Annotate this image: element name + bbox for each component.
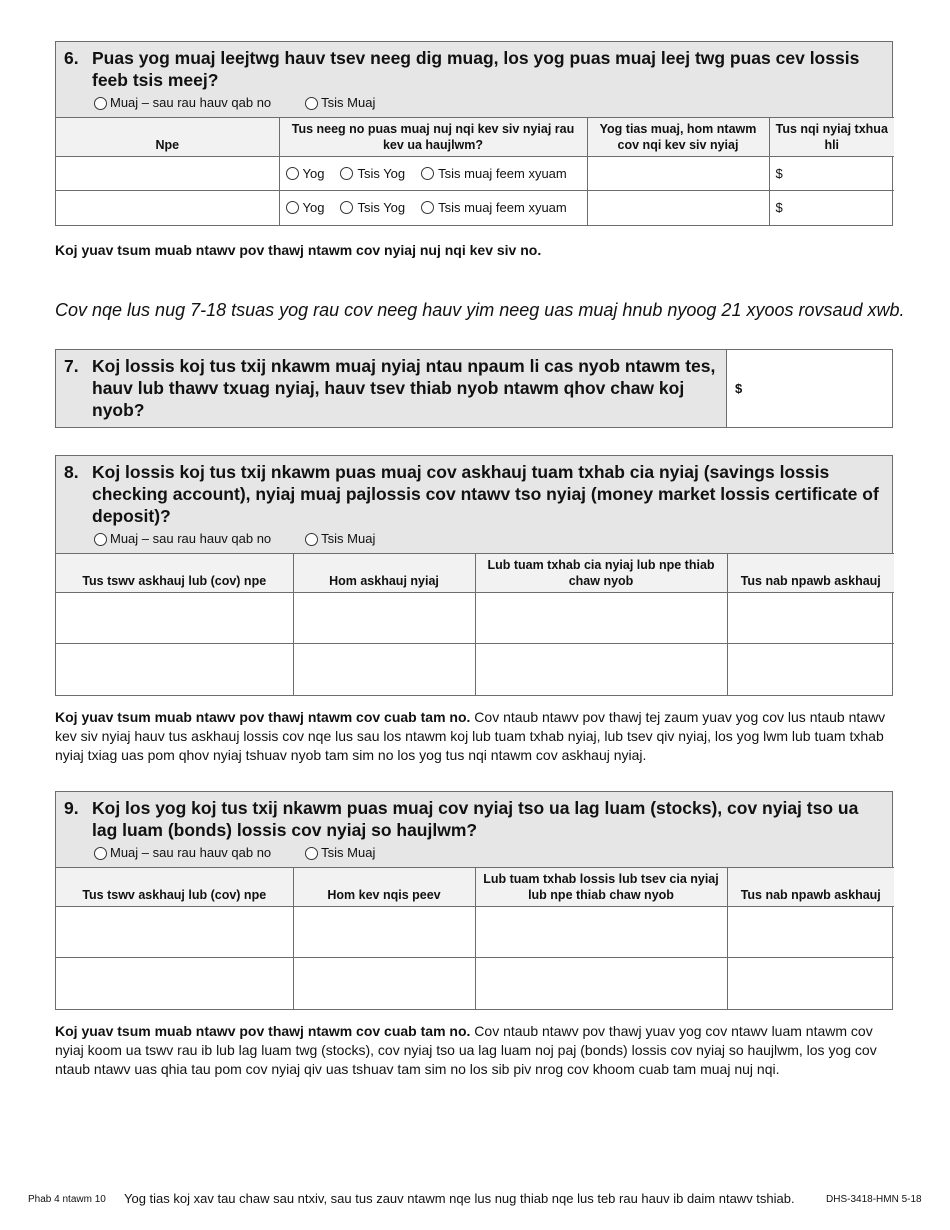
cash-amount-field[interactable]: $ [735,381,743,396]
question-title: Koj lossis koj tus txij nkawm puas muaj cov askhauj tuam txhab cia nyiaj (savings lossis checking account), nyiaj muaj pajlossis cov ntawv tso nyiaj (money market lossis certificate of deposit)? [92,462,879,526]
name-cell[interactable] [56,157,279,191]
bank-name-address-cell[interactable] [475,593,727,644]
question-7-header [56,350,727,427]
q8-note: Koj yuav tsum muab ntawv pov thawj ntawm cov cuab tam no. Cov ntaub ntawv pov thawj tej zaum yuav yog cov lus ntaub ntawv kev siv nyiaj hauv tus askhauj lossis cov nqe lus sau los ntawm koj lub tuam txhab nyiaj, lub tsev qiv nyiaj, los yog lwm lub tuam txhab nyiaj txiag uas pom qhov nyiaj tshuav nyob tam sim no los yog tus nqi ntawm cov askhauj nyiaj. [55,709,886,763]
option-yes[interactable]: Yog [286,200,325,215]
column-header: Tus nqi nyiaj txhua hli [769,118,894,157]
column-header: Tus nab npawb askhauj [727,868,894,907]
radio-circle-icon[interactable] [340,201,353,214]
option-no[interactable]: Tsis Yog [340,200,405,215]
radio-no[interactable]: Tsis Muaj [305,530,375,548]
table-row [56,191,894,225]
question-title: Koj los yog koj tus txij nkawm puas muaj cov nyiaj tso ua lag luam (stocks), cov nyiaj tso ua lag luam (bonds) lossis cov nyiaj so haujlwm? [92,798,859,840]
owner-name-cell[interactable] [56,593,293,644]
question-6-header [56,42,892,117]
investment-type-cell[interactable] [293,958,475,1009]
option-no[interactable]: Tsis Yog [340,166,405,181]
investment-table [56,867,894,1009]
column-header: Npe [56,118,279,157]
radio-circle-icon[interactable] [421,201,434,214]
owner-name-cell[interactable] [56,958,293,1009]
radio-yes[interactable]: Muaj – sau rau hauv qab no [94,94,271,112]
footer-instruction: Yog tias koj xav tau chaw sau ntxiv, sau tus zauv ntawm nqe lus nug thiab nqe lus teb rau hauv ib daim ntawv tshiab. [124,1191,795,1206]
amount-cell[interactable]: $ [769,191,894,225]
page-number: Phab 4 ntawm 10 [28,1194,106,1205]
option-yes[interactable]: Yog [286,166,325,181]
column-header: Hom kev nqis peev [293,868,475,907]
radio-circle-icon[interactable] [305,97,318,110]
question-title: Koj lossis koj tus txij nkawm muaj nyiaj ntau npaum li cas nyob ntawm tes, hauv lub thawv txuag nyiaj, hauv tsev thiab nyob ntawm qhov chaw koj nyob? [92,356,716,420]
question-8 [55,455,893,696]
question-8-header [56,456,892,553]
radio-circle-icon[interactable] [94,847,107,860]
radio-circle-icon[interactable] [421,167,434,180]
column-header: Lub tuam txhab cia nyiaj lub npe thiab chaw nyob [475,554,727,593]
radio-circle-icon[interactable] [94,533,107,546]
owner-name-cell[interactable] [56,644,293,695]
investment-type-cell[interactable] [293,907,475,958]
options-cell [279,191,587,225]
column-header: Yog tias muaj, hom ntawm cov nqi kev siv nyiaj [587,118,769,157]
column-header: Lub tuam txhab lossis lub tsev cia nyiaj lub npe thiab chaw nyob [475,868,727,907]
question-6 [55,41,893,226]
account-number-cell[interactable] [727,907,894,958]
bank-account-table [56,553,894,695]
question-number: 7. [64,356,79,376]
question-title: Puas yog muaj leejtwg hauv tsev neeg dig muag, los yog puas muaj leej twg puas cev lossis feeb tsis meej? [92,48,860,90]
expense-type-cell[interactable] [587,191,769,225]
question-number: 9. [64,798,79,818]
column-header: Tus tswv askhauj lub (cov) npe [56,554,293,593]
bank-name-address-cell[interactable] [475,644,727,695]
form-number: DHS-3418-HMN 5-18 [826,1194,922,1205]
question-9-header [56,792,892,867]
intro-line: Cov nqe lus nug 7-18 tsuas yog rau cov neeg hauv yim neeg uas muaj hnub nyoog 21 xyoos rovsaud xwb. [55,300,905,320]
q9-note: Koj yuav tsum muab ntawv pov thawj ntawm cov cuab tam no. Cov ntaub ntawv pov thawj yuav yog cov ntawv luam ntawm cov nyiaj koom ua tswv rau ib lub lag luam twg (stocks), cov nyiaj tso ua lag luam noj paj (bonds) lossis cov nyiaj so haujlwm, los yog cov ntaub ntawv uas qhia tau pom cov nyiaj qiv uas tshuav tam sim no los sib piv nrog cov khoom cuab tam muaj nuj nqi. [55,1023,877,1077]
table-row [56,644,894,695]
table-row [56,907,894,958]
company-name-address-cell[interactable] [475,958,727,1009]
question-7 [55,349,893,428]
amount-cell[interactable]: $ [769,157,894,191]
name-cell[interactable] [56,191,279,225]
company-name-address-cell[interactable] [475,907,727,958]
account-number-cell[interactable] [727,593,894,644]
expense-type-cell[interactable] [587,157,769,191]
radio-circle-icon[interactable] [305,847,318,860]
question-number: 8. [64,462,79,482]
column-header: Tus tswv askhauj lub (cov) npe [56,868,293,907]
radio-circle-icon[interactable] [340,167,353,180]
account-type-cell[interactable] [293,644,475,695]
table-row [56,593,894,644]
q6-note: Koj yuav tsum muab ntawv pov thawj ntawm cov nyiaj nuj nqi kev siv no. [55,242,542,258]
column-header: Tus nab npawb askhauj [727,554,894,593]
radio-yes[interactable]: Muaj – sau rau hauv qab no [94,530,271,548]
option-not-applicable[interactable]: Tsis muaj feem xyuam [421,166,567,181]
radio-no[interactable]: Tsis Muaj [305,94,375,112]
radio-yes[interactable]: Muaj – sau rau hauv qab no [94,844,271,862]
radio-circle-icon[interactable] [286,201,299,214]
account-number-cell[interactable] [727,958,894,1009]
column-header: Hom askhauj nyiaj [293,554,475,593]
radio-circle-icon[interactable] [305,533,318,546]
account-number-cell[interactable] [727,644,894,695]
question-number: 6. [64,48,79,68]
question-9 [55,791,893,1010]
options-cell [279,157,587,191]
account-type-cell[interactable] [293,593,475,644]
option-not-applicable[interactable]: Tsis muaj feem xyuam [421,200,567,215]
radio-circle-icon[interactable] [286,167,299,180]
expense-table [56,117,894,225]
owner-name-cell[interactable] [56,907,293,958]
radio-no[interactable]: Tsis Muaj [305,844,375,862]
radio-circle-icon[interactable] [94,97,107,110]
table-row [56,958,894,1009]
table-row [56,157,894,191]
column-header: Tus neeg no puas muaj nuj nqi kev siv nyiaj rau kev ua haujlwm? [279,118,587,157]
